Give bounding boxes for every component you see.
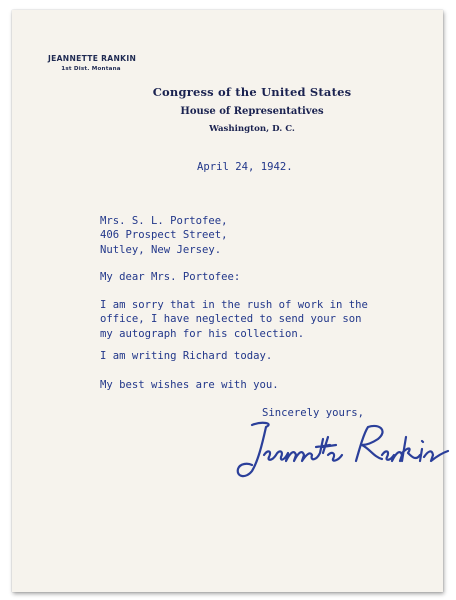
body-line: office, I have neglected to send your son bbox=[100, 313, 362, 326]
sender-block bbox=[48, 54, 137, 72]
address-line: Nutley, New Jersey. bbox=[100, 243, 222, 256]
address-line: 406 Prospect Street, bbox=[100, 229, 228, 242]
body-paragraph-1 bbox=[100, 298, 368, 341]
recipient-address bbox=[100, 214, 228, 257]
sender-name: JEANNETTE RANKIN bbox=[48, 54, 137, 63]
body-line: my autograph for his collection. bbox=[100, 327, 305, 340]
address-line: Mrs. S. L. Portofee, bbox=[100, 215, 228, 227]
closing: Sincerely yours, bbox=[262, 407, 365, 419]
body-line: I am sorry that in the rush of work in the bbox=[100, 299, 368, 311]
body-paragraph-3: My best wishes are with you. bbox=[100, 379, 279, 391]
salutation: My dear Mrs. Portofee: bbox=[100, 271, 241, 283]
body-paragraph-2: I am writing Richard today. bbox=[100, 350, 273, 362]
letterhead-location: Washington, D. C. bbox=[209, 124, 295, 134]
letter-page bbox=[12, 10, 443, 592]
sender-district: 1st Dist. Montana bbox=[61, 66, 121, 72]
handwritten-signature bbox=[222, 415, 456, 485]
letterhead-subtitle: House of Representatives bbox=[180, 106, 324, 117]
letterhead-title: Congress of the United States bbox=[152, 85, 352, 99]
letter-date: April 24, 1942. bbox=[197, 161, 293, 173]
